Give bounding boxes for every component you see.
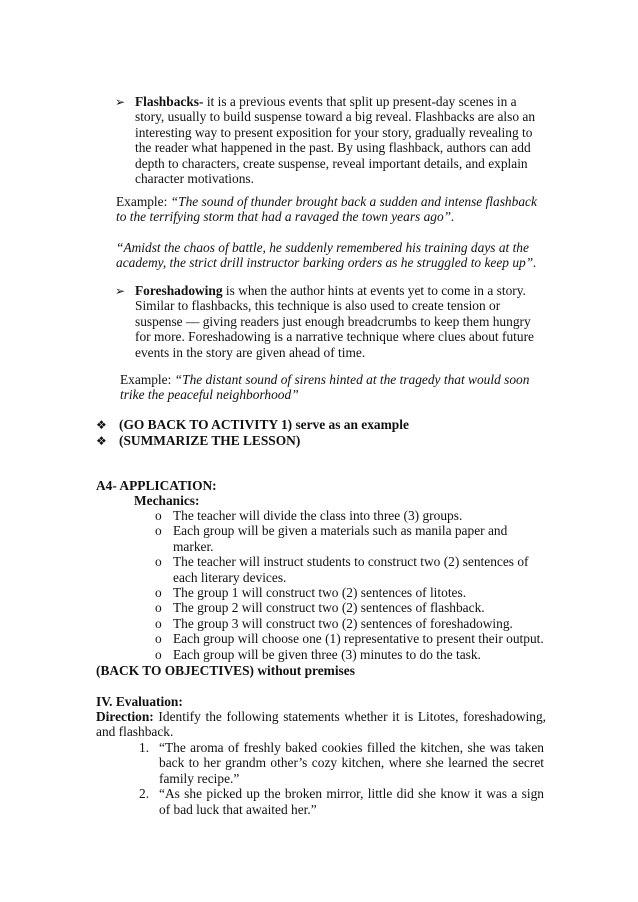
list-item: 2. “As she picked up the broken mirror, little did she know it was a sign of bad luck that awaited her.” (139, 786, 544, 817)
example-text: “The sound of thunder brought back a sudden and intense flashback to the terrifying storm that had a ravaged the town years ago”. (116, 194, 537, 225)
direction-text: Identify the following statements whether it is Litotes, foreshadowing, and flashback. (96, 709, 546, 740)
list-item: o Each group will choose one (1) representative to present their output. (155, 631, 544, 647)
flashback-term: Flashbacks- (135, 94, 204, 109)
evaluation-direction (96, 709, 546, 740)
back-to-objectives: (BACK TO OBJECTIVES) without premises (96, 663, 355, 678)
diamond-bullet-icon: ❖ (96, 418, 107, 432)
evaluation-items (139, 740, 544, 817)
list-item: o The teacher will divide the class into three (3) groups. (155, 508, 463, 523)
flashback-example-2: “Amidst the chaos of battle, he suddenly remembered his training days at the academy, the strict drill instructor barking orders as he struggled to keep up”. (116, 240, 537, 271)
arrow-bullet-icon: ➢ (115, 284, 126, 298)
arrow-bullet-icon: ➢ (115, 95, 126, 109)
list-item: o The group 1 will construct two (2) sentences of litotes. (155, 585, 467, 601)
list-item: o Each group will be given three (3) minutes to do the task. (155, 646, 481, 662)
evaluation-heading: IV. Evaluation: (96, 694, 183, 709)
flashback-text: it is a previous events that split up present-day scenes in a story, usually to build suspense toward a big reveal. Flashbacks are also an interesting way to present exposition for your story, gradually revealing to the reader what happened in the past. By using flashback, authors can add depth to characters, create suspense, reveal important details, and explain character motivations. (135, 94, 536, 187)
example-label: Example: (116, 194, 171, 209)
application-heading: A4- APPLICATION: (96, 478, 217, 493)
list-item: o Each group will be given a materials such as manila paper and marker. (155, 523, 508, 554)
example-text: “The distant sound of sirens hinted at the tragedy that would soon trike the peaceful neighborhood” (120, 372, 530, 403)
foreshadowing-term: Foreshadowing (135, 283, 223, 298)
flashback-definition (135, 94, 545, 186)
mechanics-list (155, 508, 545, 662)
direction-label: Direction: (96, 709, 154, 724)
list-item: o The teacher will instruct students to construct two (2) sentences of each literary devices. (155, 554, 529, 585)
example-label: Example: (120, 372, 175, 387)
foreshadowing-definition (135, 283, 547, 360)
note-summarize: (SUMMARIZE THE LESSON) (119, 433, 301, 448)
list-item: o The group 3 will construct two (2) sentences of foreshadowing. (155, 615, 513, 631)
foreshadowing-text: is when the author hints at events yet to come in a story. Similar to flashbacks, this technique is also used to create tension or suspense — giving readers just enough breadcrumbs to keep them hungry for more. Foreshadowing is a narrative technique where clues about future events in the story are given ahead of time. (135, 283, 534, 360)
foreshadowing-example (120, 372, 550, 403)
mechanics-subheading: Mechanics: (134, 493, 200, 508)
list-item: 1. “The aroma of freshly baked cookies filled the kitchen, she was taken back to her grandm other’s cozy kitchen, where she learned the secret family recipe.” (139, 740, 544, 786)
note-go-back: (GO BACK TO ACTIVITY 1) serve as an example (119, 417, 409, 432)
list-item: o The group 2 will construct two (2) sentences of flashback. (155, 600, 485, 616)
flashback-example-1 (116, 194, 546, 225)
diamond-bullet-icon: ❖ (96, 434, 107, 448)
